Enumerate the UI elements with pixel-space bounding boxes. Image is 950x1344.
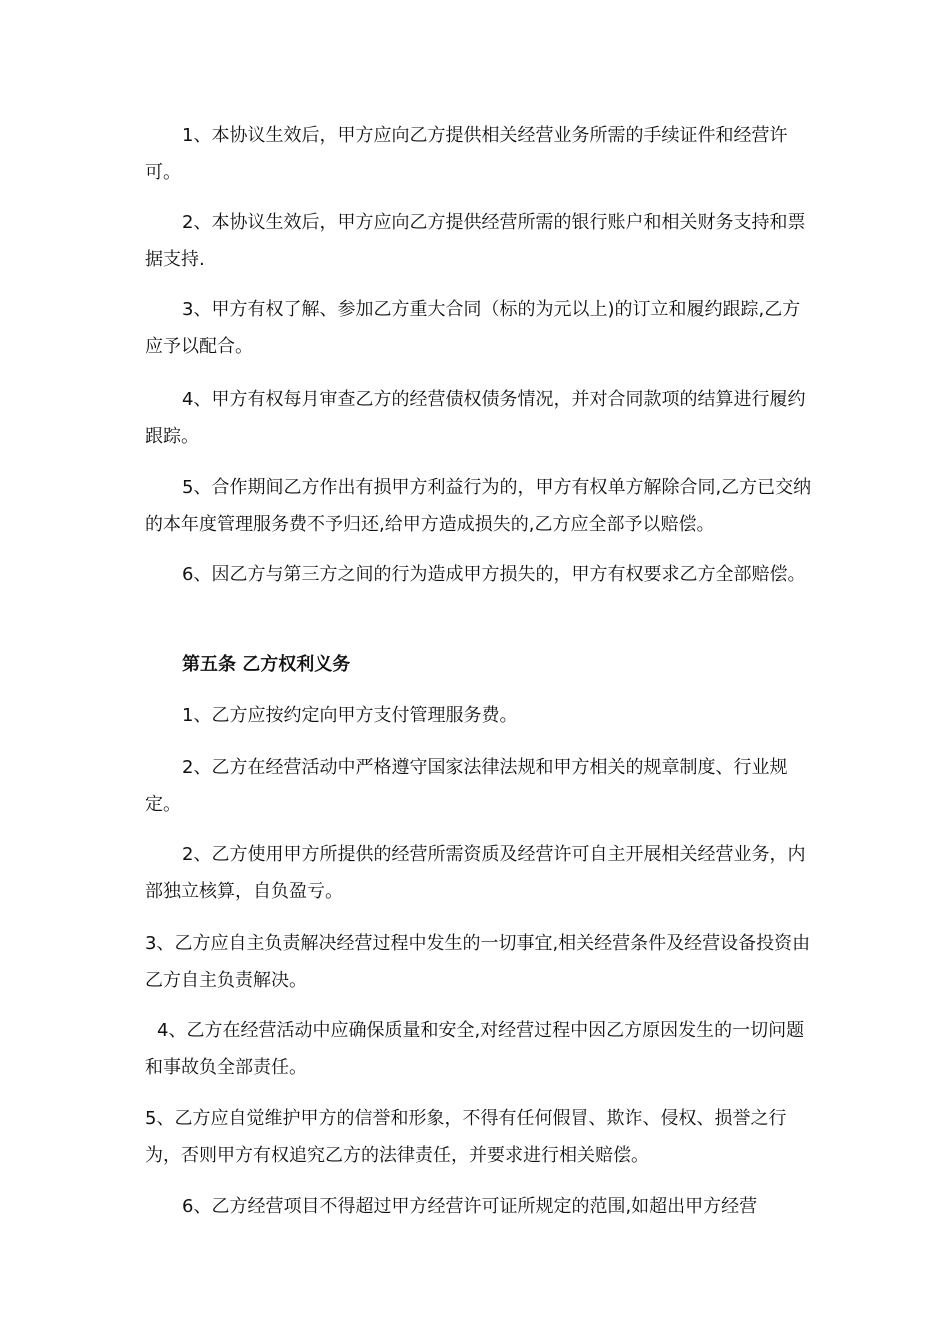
paragraph-8: 2、乙方在经营活动中严格遵守国家法律法规和甲方相关的规章制度、行业规定。 <box>145 757 788 815</box>
paragraph-12: 5、乙方应自觉维护甲方的信誉和形象，不得有任何假冒、欺诈、侵权、损誉之行为，否则甲方有权追究乙方的法律责任，并要求进行相关赔偿。 <box>145 1108 787 1166</box>
paragraph-2: 2、本协议生效后，甲方应向乙方提供经营所需的银行账户和相关财务支持和票据支持. <box>145 212 806 270</box>
paragraph-4: 4、甲方有权每月审查乙方的经营债权债务情况，并对合同款项的结算进行履约跟踪。 <box>145 389 806 447</box>
paragraph-11: 4、乙方在经营活动中应确保质量和安全,对经营过程中因乙方原因发生的一切问题和事故负全部责任。 <box>145 1020 805 1078</box>
paragraph-3: 3、甲方有权了解、参加乙方重大合同（标的为元以上)的订立和履约跟踪,乙方应予以配合。 <box>145 299 801 357</box>
paragraph-10: 3、乙方应自主负责解决经营过程中发生的一切事宜,相关经营条件及经营设备投资由乙方自主负责解决。 <box>145 933 811 991</box>
paragraph-1: 1、本协议生效后，甲方应向乙方提供相关经营业务所需的手续证件和经营许可。 <box>145 125 788 183</box>
section-heading: 第五条 乙方权利义务 <box>182 654 351 675</box>
paragraph-9: 2、乙方使用甲方所提供的经营所需资质及经营许可自主开展相关经营业务，内部独立核算，自负盈亏。 <box>145 844 806 902</box>
paragraph-7: 1、乙方应按约定向甲方支付管理服务费。 <box>182 705 518 726</box>
paragraph-13: 6、乙方经营项目不得超过甲方经营许可证所规定的范围,如超出甲方经营 <box>182 1196 758 1217</box>
paragraph-5: 5、合作期间乙方作出有损甲方利益行为的，甲方有权单方解除合同,乙方已交纳的本年度管理服务费不予归还,给甲方造成损失的,乙方应全部予以赔偿。 <box>145 477 812 535</box>
paragraph-6: 6、因乙方与第三方之间的行为造成甲方损失的，甲方有权要求乙方全部赔偿。 <box>182 564 806 585</box>
